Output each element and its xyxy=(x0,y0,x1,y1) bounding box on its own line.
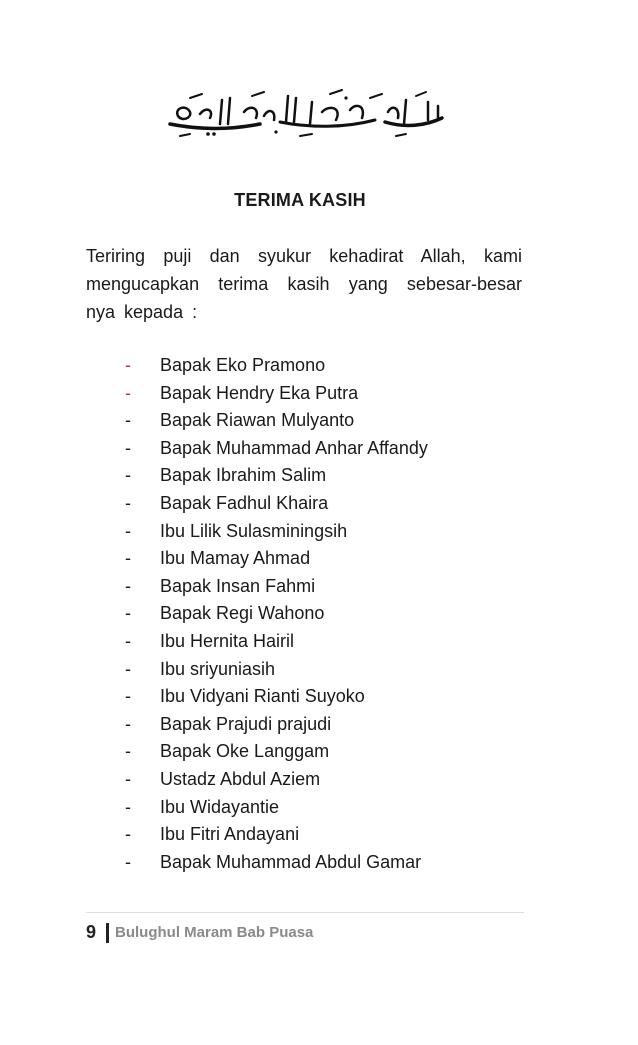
list-dash: - xyxy=(125,355,131,375)
list-item xyxy=(120,573,428,601)
list-dash: - xyxy=(125,713,131,734)
list-item-name: Bapak Muhammad Anhar Affandy xyxy=(160,437,428,458)
list-item-name: Bapak Fadhul Khaira xyxy=(160,492,329,513)
list-item-name: Bapak Regi Wahono xyxy=(160,603,325,624)
list-dash: - xyxy=(125,410,131,431)
list-item-name: Bapak Insan Fahmi xyxy=(160,575,316,596)
list-item xyxy=(120,711,428,739)
list-item xyxy=(120,380,428,408)
footer-divider xyxy=(86,912,524,913)
list-item-name: Ibu Fitri Andayani xyxy=(160,824,300,845)
list-dash: - xyxy=(125,575,131,596)
list-item-name: Bapak Riawan Mulyanto xyxy=(160,410,355,431)
list-item-name: Bapak Hendry Eka Putra xyxy=(160,382,359,403)
list-item-name: Bapak Prajudi prajudi xyxy=(160,713,332,734)
list-item xyxy=(120,628,428,656)
list-item xyxy=(120,794,428,822)
list-item xyxy=(120,600,428,628)
list-dash: - xyxy=(125,520,131,541)
list-item xyxy=(120,435,428,463)
list-item xyxy=(120,462,428,490)
list-dash: - xyxy=(125,851,131,872)
list-item xyxy=(120,490,428,518)
page-number: 9 xyxy=(86,922,97,942)
intro-line: nya kepada : xyxy=(86,302,198,322)
list-dash: - xyxy=(125,492,131,513)
list-dash: - xyxy=(125,382,131,403)
intro-line: Teriring puji dan syukur kehadirat Allah, kami xyxy=(86,246,522,266)
list-item xyxy=(120,821,428,849)
list-dash: - xyxy=(125,630,131,651)
list-dash: - xyxy=(125,437,131,458)
list-item-name: Bapak Ibrahim Salim xyxy=(160,465,327,486)
list-dash: - xyxy=(125,796,131,817)
list-item-name: Bapak Eko Pramono xyxy=(160,355,326,375)
list-item xyxy=(120,683,428,711)
intro-paragraph xyxy=(86,242,522,326)
list-item-name: Ibu Mamay Ahmad xyxy=(160,548,311,569)
list-item-name: Bapak Muhammad Abdul Gamar xyxy=(160,851,422,872)
intro-line: mengucapkan terima kasih yang sebesar-besar xyxy=(86,274,522,294)
list-item-name: Bapak Oke Langgam xyxy=(160,741,330,762)
list-item-name: Ibu Hernita Hairil xyxy=(160,630,295,651)
list-item xyxy=(120,766,428,794)
list-item xyxy=(120,407,428,435)
list-dash: - xyxy=(125,824,131,845)
list-dash: - xyxy=(125,658,131,679)
page-footer xyxy=(86,922,313,943)
acknowledgement-list xyxy=(120,352,428,876)
running-title: Bulughul Maram Bab Puasa xyxy=(115,924,314,941)
basmala-calligraphy xyxy=(160,86,450,142)
list-dash: - xyxy=(125,548,131,569)
list-item xyxy=(120,352,428,380)
list-item xyxy=(120,849,428,877)
list-dash: - xyxy=(125,603,131,624)
list-item xyxy=(120,738,428,766)
page-title: TERIMA KASIH xyxy=(234,190,366,210)
list-item-name: Ibu sriyuniasih xyxy=(160,658,276,679)
footer-separator-bar xyxy=(106,923,109,943)
list-item-name: Ibu Vidyani Rianti Suyoko xyxy=(160,686,365,707)
list-dash: - xyxy=(125,686,131,707)
list-item xyxy=(120,518,428,546)
list-item-name: Ibu Lilik Sulasminingsih xyxy=(160,520,348,541)
list-dash: - xyxy=(125,768,131,789)
list-dash: - xyxy=(125,741,131,762)
list-item xyxy=(120,656,428,684)
list-item-name: Ibu Widayantie xyxy=(160,796,280,817)
list-item xyxy=(120,545,428,573)
list-item-name: Ustadz Abdul Aziem xyxy=(160,768,321,789)
list-dash: - xyxy=(125,465,131,486)
